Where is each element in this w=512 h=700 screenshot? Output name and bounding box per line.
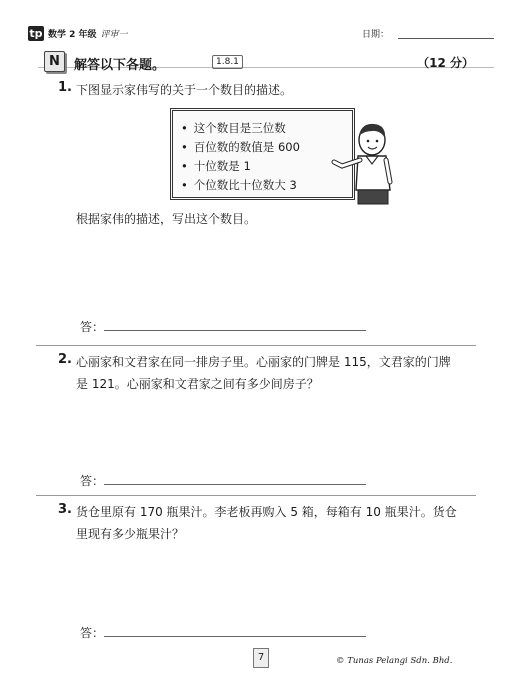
q2-answer-label: 答： bbox=[80, 474, 105, 488]
q2-answer-field[interactable] bbox=[104, 484, 366, 485]
page-header bbox=[10, 24, 502, 46]
book-title bbox=[48, 27, 128, 40]
q3-text-line2: 里现有多少瓶果汁？ bbox=[76, 527, 185, 541]
q1-number: 1. bbox=[58, 80, 72, 95]
book-subtitle: 评审一 bbox=[100, 30, 128, 40]
q1-clue: • 十位数是 1 bbox=[181, 157, 352, 176]
boy-illustration bbox=[328, 120, 400, 206]
q1-answer-field[interactable] bbox=[104, 330, 366, 331]
q3-answer-label: 答： bbox=[80, 626, 105, 640]
section-badge: N bbox=[44, 51, 65, 72]
date-label: 日期： bbox=[362, 30, 390, 40]
q3-answer-field[interactable] bbox=[104, 636, 366, 637]
q2-text-line1: 心丽家和文君家在同一排房子里。心丽家的门牌是 115，文君家的门牌 bbox=[76, 355, 451, 369]
copyright-notice: © Tunas Pelangi Sdn. Bhd. bbox=[336, 656, 453, 666]
q1-answer-label: 答： bbox=[80, 320, 105, 334]
q1-clue-list bbox=[173, 111, 352, 195]
section-title: 解答以下各题。 bbox=[74, 58, 166, 73]
q1-instruction: 根据家伟的描述，写出这个数目。 bbox=[76, 212, 257, 226]
page-number: 7 bbox=[253, 648, 269, 668]
question-divider bbox=[36, 345, 476, 346]
q1-prompt: 下图显示家伟写的关于一个数目的描述。 bbox=[76, 83, 293, 97]
section-score: （12 分） bbox=[417, 56, 474, 70]
standard-code: 1.8.1 bbox=[212, 55, 243, 69]
section-heading bbox=[44, 51, 474, 75]
q1-clue: • 个位数比十位数大 3 bbox=[181, 176, 352, 195]
q2-text-line2: 是 121。心丽家和文君家之间有多少间房子？ bbox=[76, 377, 319, 391]
question-divider bbox=[36, 495, 476, 496]
book-title-text: 数学 2 年级 bbox=[48, 30, 97, 40]
date-field[interactable] bbox=[398, 38, 494, 39]
q2-number: 2. bbox=[58, 352, 72, 367]
q3-text-line1: 货仓里原有 170 瓶果汁。李老板再购入 5 箱，每箱有 10 瓶果汁。货仓 bbox=[76, 505, 457, 519]
publisher-logo: tp bbox=[29, 27, 43, 40]
q1-clue: • 这个数目是三位数 bbox=[181, 119, 352, 138]
q1-clue: • 百位数的数值是 600 bbox=[181, 138, 352, 157]
q3-number: 3. bbox=[58, 502, 72, 517]
